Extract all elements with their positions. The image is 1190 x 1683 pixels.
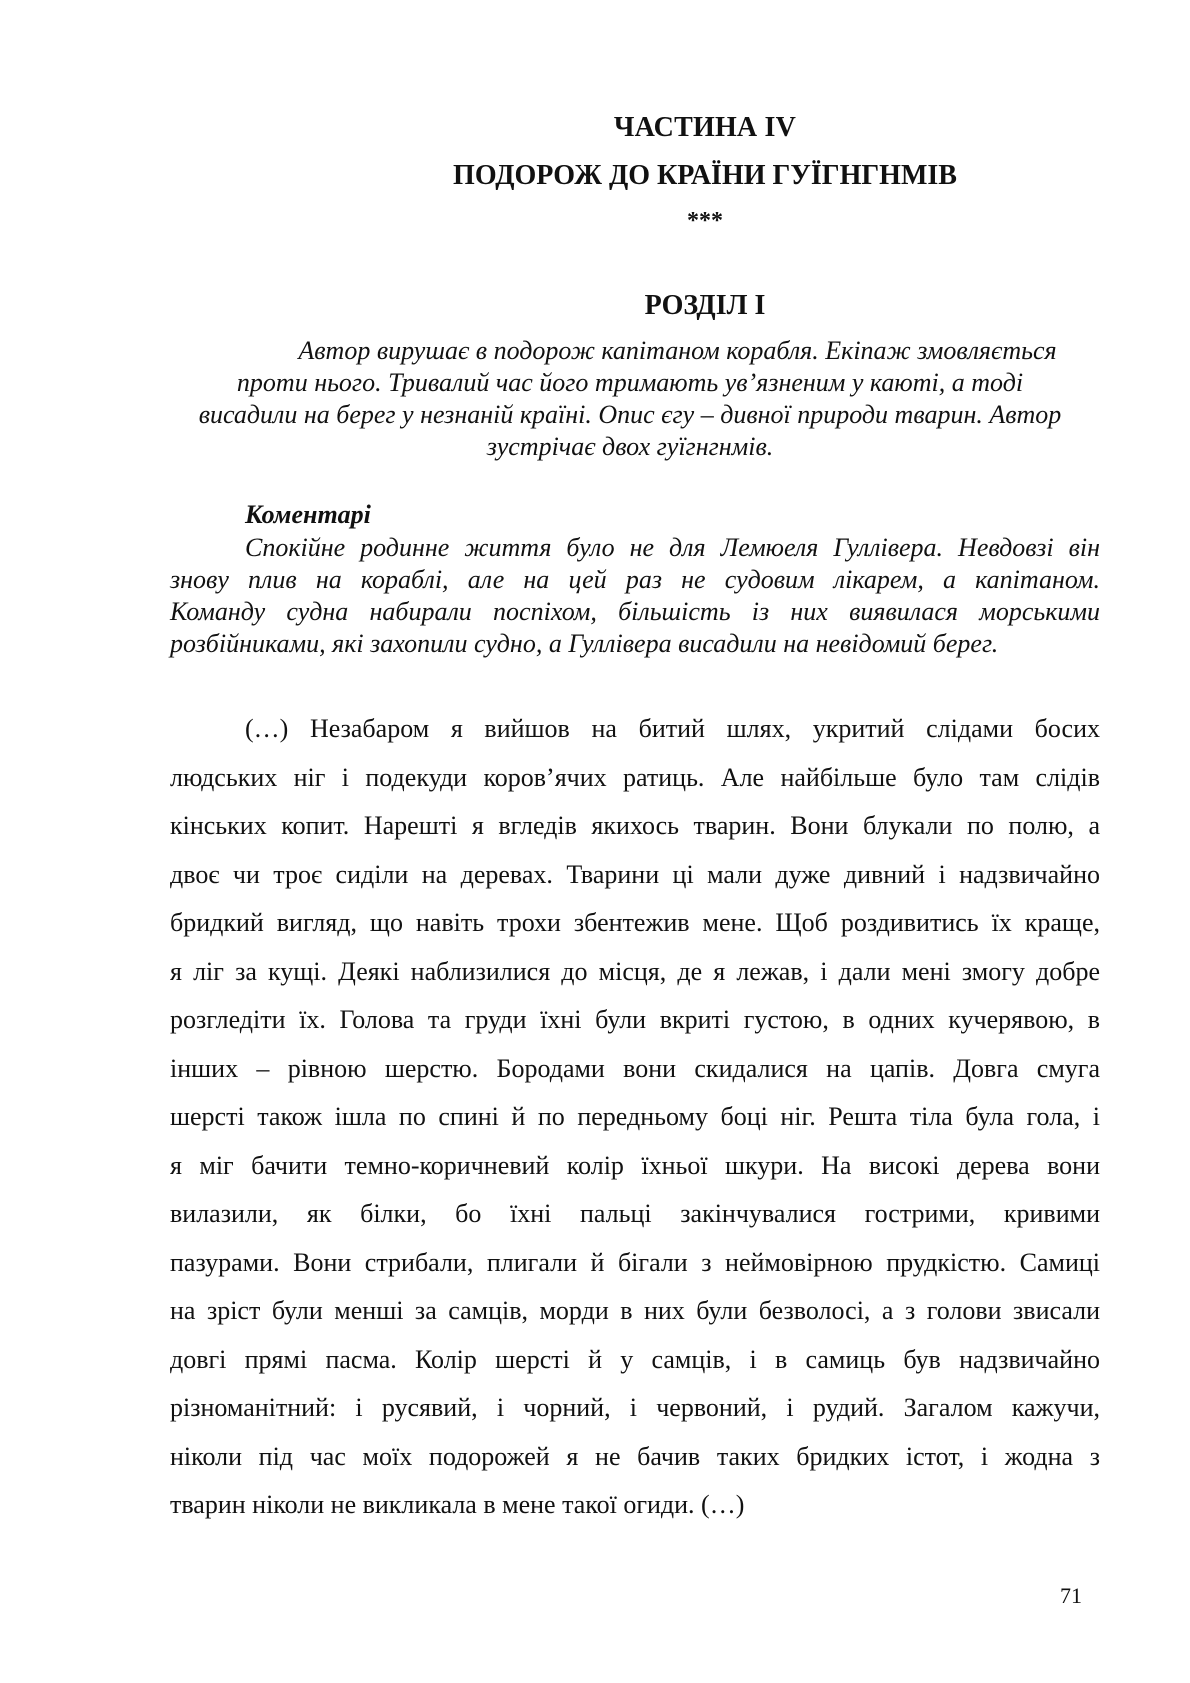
main-text-line: бридкий вигляд, що навіть трохи збентежив мене. Щоб роздивитись їх краще, <box>170 908 1100 937</box>
main-text-line: вилазили, як білки, бо їхні пальці закінчувалися гострими, кривими <box>170 1199 1100 1228</box>
main-text-line: кінських копит. Нарешті я вгледів якихось тварин. Вони блукали по полю, а <box>170 811 1100 840</box>
chapter-summary <box>160 335 1100 463</box>
comments-line: розбійниками, які захопили судно, а Гуллівера висадили на невідомий берег. <box>170 629 999 658</box>
main-text-line: інших – рівною шерстю. Бородами вони скидалися на цапів. Довга смуга <box>170 1053 1100 1083</box>
main-text-line: довгі прямі пасма. Колір шерсті й у самців, і в самиць був надзвичайно <box>170 1344 1100 1374</box>
summary-line: Автор вирушає в подорож капітаном корабля. Екіпаж змовляється <box>298 336 1057 365</box>
comments-line: Спокійне родинне життя було не для Лемюеля Гуллівера. Невдовзі він <box>245 533 1100 562</box>
main-text-line: я міг бачити темно-коричневий колір їхньої шкури. На високі дерева вони <box>170 1150 1100 1180</box>
comments-line: Команду судна набирали поспіхом, більшість із них виявилася морськими <box>170 597 1100 626</box>
chapter-title: РОЗДІЛ I <box>644 290 766 321</box>
main-text-line: пазурами. Вони стрибали, плигали й бігали з неймовірною прудкістю. Самиці <box>170 1247 1100 1277</box>
summary-line: зустрічає двох гуїгнгнмів. <box>486 432 774 461</box>
main-text-line: ніколи під час моїх подорожей я не бачив таких бридких істот, і жодна з <box>170 1441 1100 1471</box>
main-text-line: шерсті також ішла по спині й по передньому боці ніг. Решта тіла була гола, і <box>170 1102 1100 1131</box>
part-title: ЧАСТИНА IV <box>613 112 797 143</box>
comments-line: знову плив на кораблі, але на цей раз не судовим лікарем, а капітаном. <box>170 565 1100 594</box>
main-text-line: людських ніг і подекуди коров’ячих ратиць. Але найбільше було там слідів <box>170 762 1100 792</box>
book-title: ПОДОРОЖ ДО КРАЇНИ ГУЇГНГНМІВ <box>453 160 957 191</box>
main-text-line: різноманітний: і русявий, і чорний, і червоний, і рудий. Загалом кажучи, <box>170 1393 1100 1422</box>
main-text-line: на зріст були менші за самців, морди в них були безволосі, а з голови звисали <box>170 1296 1100 1325</box>
main-text-line: (…) Незабаром я вийшов на битий шлях, укритий слідами босих <box>245 714 1100 743</box>
main-text-line: двоє чи троє сиділи на деревах. Тварини ці мали дуже дивний і надзвичайно <box>170 859 1100 889</box>
main-text-line: я ліг за кущі. Деякі наблизилися до місця, де я лежав, і дали мені змогу добре <box>170 956 1100 986</box>
main-text-paragraph <box>170 705 1100 1530</box>
summary-line: висадили на берег у незнаній країні. Опис єгу – дивної природи тварин. Автор <box>198 400 1062 429</box>
page-number: 71 <box>1060 1583 1082 1608</box>
main-text-line: розгледіти їх. Голова та груди їхні були вкриті густою, в одних кучерявою, в <box>170 1005 1100 1034</box>
main-text-line: тварин ніколи не викликала в мене такої огиди. (…) <box>170 1490 745 1519</box>
comments-paragraph <box>170 532 1100 660</box>
comments-heading: Коментарі <box>245 500 371 529</box>
section-separator: *** <box>687 208 723 234</box>
summary-line: проти нього. Тривалий час його тримають ув’язненим у каюті, а тоді <box>236 368 1024 397</box>
